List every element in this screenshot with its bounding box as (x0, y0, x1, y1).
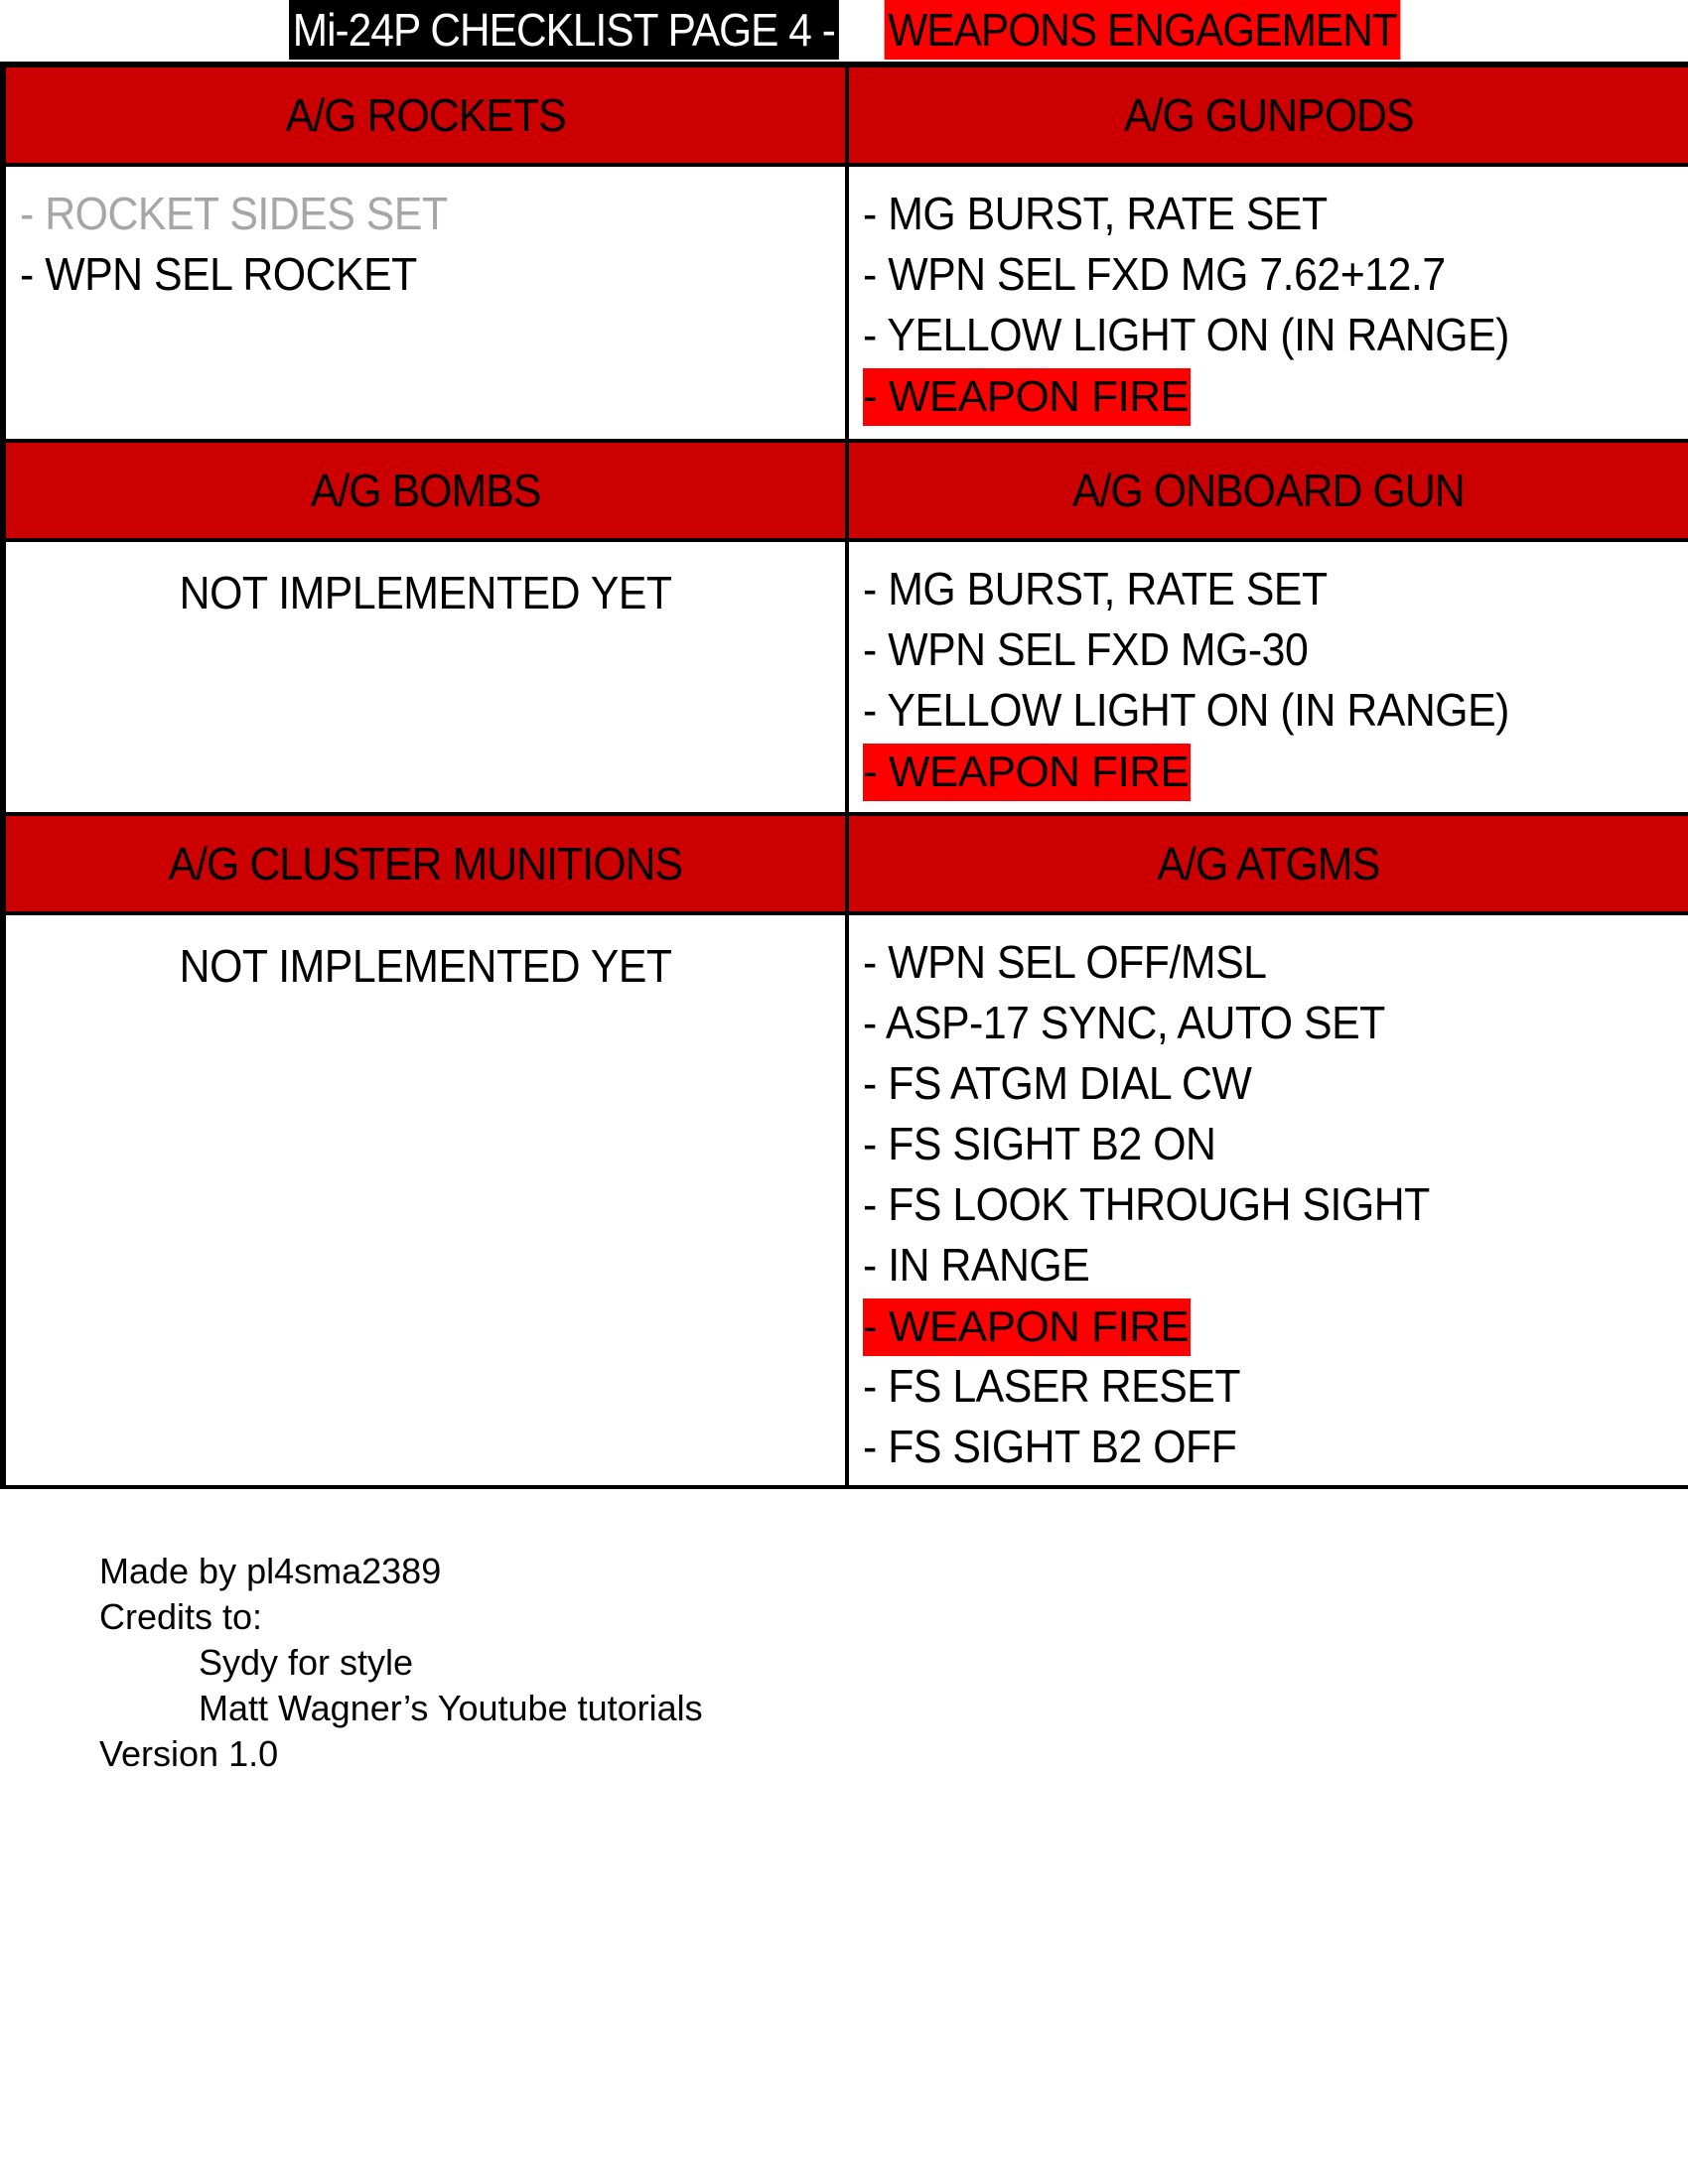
checklist-item: - MG BURST, RATE SET (863, 563, 1328, 614)
checklist-item: - WPN SEL FXD MG 7.62+12.7 (863, 248, 1446, 300)
title-highlight-text: WEAPONS ENGAGEMENT (888, 4, 1398, 56)
checklist-item: - FS LOOK THROUGH SIGHT (863, 1178, 1430, 1230)
section-header-atgms: A/G ATGMS (849, 816, 1688, 911)
credit-item: Matt Wagner’s Youtube tutorials (199, 1688, 703, 1728)
section-body-atgms (849, 915, 1688, 1485)
checklist-item-highlight: - WEAPON FIRE (863, 742, 1674, 802)
section-header-onboard-gun: A/G ONBOARD GUN (849, 443, 1688, 538)
checklist-item: - FS SIGHT B2 OFF (863, 1421, 1237, 1472)
checklist-item: - WPN SEL ROCKET (20, 248, 417, 300)
checklist-item: - WPN SEL OFF/MSL (863, 936, 1267, 988)
credits-label: Credits to: (99, 1596, 263, 1637)
section-header-bombs: A/G BOMBS (6, 443, 845, 538)
section-body-cluster-munitions (6, 915, 845, 1485)
version-line: Version 1.0 (99, 1733, 279, 1774)
title-prefix: Mi-24P CHECKLIST PAGE 4 - (292, 4, 835, 56)
section-body-bombs (6, 542, 845, 812)
section-body-gunpods (849, 167, 1688, 439)
credits-footer (99, 1549, 703, 1777)
not-implemented-note: NOT IMPLEMENTED YET (179, 940, 672, 992)
checklist-item: - YELLOW LIGHT ON (IN RANGE) (863, 684, 1509, 736)
section-header-cluster-munitions: A/G CLUSTER MUNITIONS (6, 816, 845, 911)
checklist-table (0, 62, 1688, 1489)
checklist-item: - YELLOW LIGHT ON (IN RANGE) (863, 309, 1509, 360)
credit-item: Sydy for style (199, 1642, 414, 1683)
page-title-bar (0, 0, 1688, 60)
checklist-item: - FS LASER RESET (863, 1360, 1241, 1412)
author-line: Made by pl4sma2389 (99, 1551, 442, 1591)
not-implemented-note: NOT IMPLEMENTED YET (179, 567, 672, 618)
checklist-item: - FS ATGM DIAL CW (863, 1057, 1252, 1109)
checklist-item: - WPN SEL FXD MG-30 (863, 623, 1309, 675)
page-title-highlight (885, 0, 1401, 60)
section-header-gunpods: A/G GUNPODS (849, 68, 1688, 163)
checklist-item-highlight: - WEAPON FIRE (863, 1297, 1674, 1357)
section-body-onboard-gun (849, 542, 1688, 812)
section-body-rockets (6, 167, 845, 439)
checklist-item: - FS SIGHT B2 ON (863, 1118, 1216, 1169)
checklist-item: - ASP-17 SYNC, AUTO SET (863, 997, 1385, 1048)
checklist-item: - IN RANGE (863, 1239, 1090, 1291)
checklist-item-highlight: - WEAPON FIRE (863, 366, 1674, 427)
checklist-item: - ROCKET SIDES SET (20, 188, 448, 239)
section-header-rockets: A/G ROCKETS (6, 68, 845, 163)
page-title (289, 0, 839, 60)
checklist-item: - MG BURST, RATE SET (863, 188, 1328, 239)
